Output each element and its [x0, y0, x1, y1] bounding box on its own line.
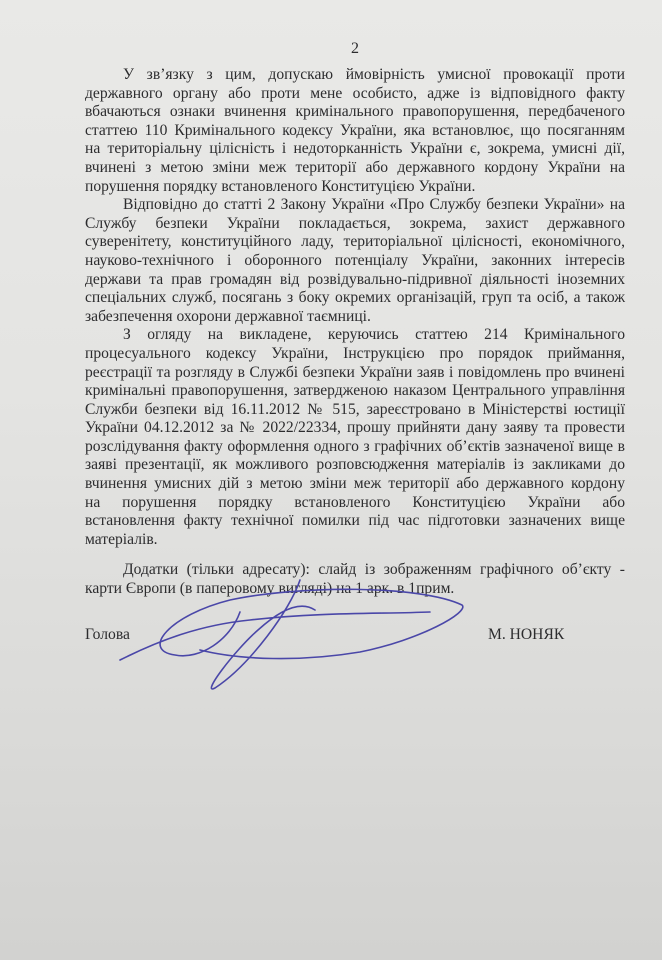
paragraph-sbu-law	[85, 196, 625, 326]
paragraph-attachments	[85, 561, 625, 598]
text-line: забезпечення охорони державної таємниці.	[85, 307, 371, 325]
text-line: встановлення факту технічної помилки під час підготовки зазначених вище	[85, 512, 625, 530]
signatory-name: М. НОНЯК	[488, 626, 565, 643]
text-line: на територіальну цілісність і недоторканність України є, зокрема, умисні дії,	[85, 140, 625, 158]
text-line: реєстрації та розгляду в Службі безпеки України заяв і повідомлень про вчинені	[85, 363, 625, 381]
text-line: вчинені з метою зміни меж території або державного кордону України на	[85, 158, 625, 176]
page-number: 2	[351, 40, 359, 57]
text-line: порушення порядку встановленого Конституцією України.	[85, 177, 476, 195]
text-line: державного органу або проти мене особисто, адже із відповідного факту	[85, 84, 625, 102]
text-line: Відповідно до статті 2 Закону України «Про Службу безпеки України» на	[123, 196, 625, 214]
text-line: З огляду на викладене, керуючись статтею 214 Кримінального	[123, 326, 625, 344]
text-line: розслідування факту оформлення одного з графічних об’єктів зазначеної вище в	[85, 437, 625, 455]
text-line: спеціальних служб, посягань з боку окремих організацій, груп та осіб, а також	[85, 289, 625, 307]
text-line: Служби безпеки від 16.11.2012 № 515, зареєстровано в Міністерстві юстиції	[85, 400, 625, 418]
text-line: карти Європи (в паперовому вигляді) на 1 арк. в 1прим.	[85, 580, 455, 598]
text-line: кримінальні правопорушення, затвердженою наказом Центрального управління	[85, 382, 625, 400]
text-line: держави та прав громадян від розвідувально-підривної діяльності іноземних	[85, 270, 625, 288]
text-line: заяві презентації, як можливого розповсюдження матеріалів із закликами до	[85, 456, 625, 474]
text-line: науково-технічного і оборонного потенціалу України, законних інтересів	[85, 251, 625, 269]
signatory-title: Голова	[85, 626, 130, 643]
text-line: вбачаються ознаки вчинення кримінального правопорушення, передбаченого	[85, 103, 625, 121]
text-line: Службу безпеки України покладається, зокрема, захист державного	[85, 214, 625, 232]
paragraph-provocation	[85, 66, 625, 196]
text-line: суверенітету, конституційного ладу, територіальної цілісності, економічного,	[85, 233, 625, 251]
text-line: Додатки (тільки адресату): слайд із зображенням графічного об’єкту -	[123, 561, 625, 579]
text-line: вчинення умисних дій з метою зміни меж території або державного кордону	[85, 475, 625, 493]
text-line: процесуального кодексу України, Інструкцією про порядок приймання,	[85, 344, 625, 362]
text-line: на порушення порядку встановленого Конституцією України або	[85, 493, 625, 511]
paragraph-request	[85, 326, 625, 549]
text-line: України 04.12.2012 за № 2022/22334, прошу прийняти дану заяву та провести	[85, 419, 625, 437]
text-line: статтею 110 Кримінального кодексу України, яка встановлює, що посяганням	[85, 121, 625, 139]
document-body	[85, 66, 625, 599]
text-line: У зв’язку з цим, допускаю ймовірність умисної провокації проти	[123, 66, 625, 83]
text-line: матеріалів.	[85, 530, 158, 548]
